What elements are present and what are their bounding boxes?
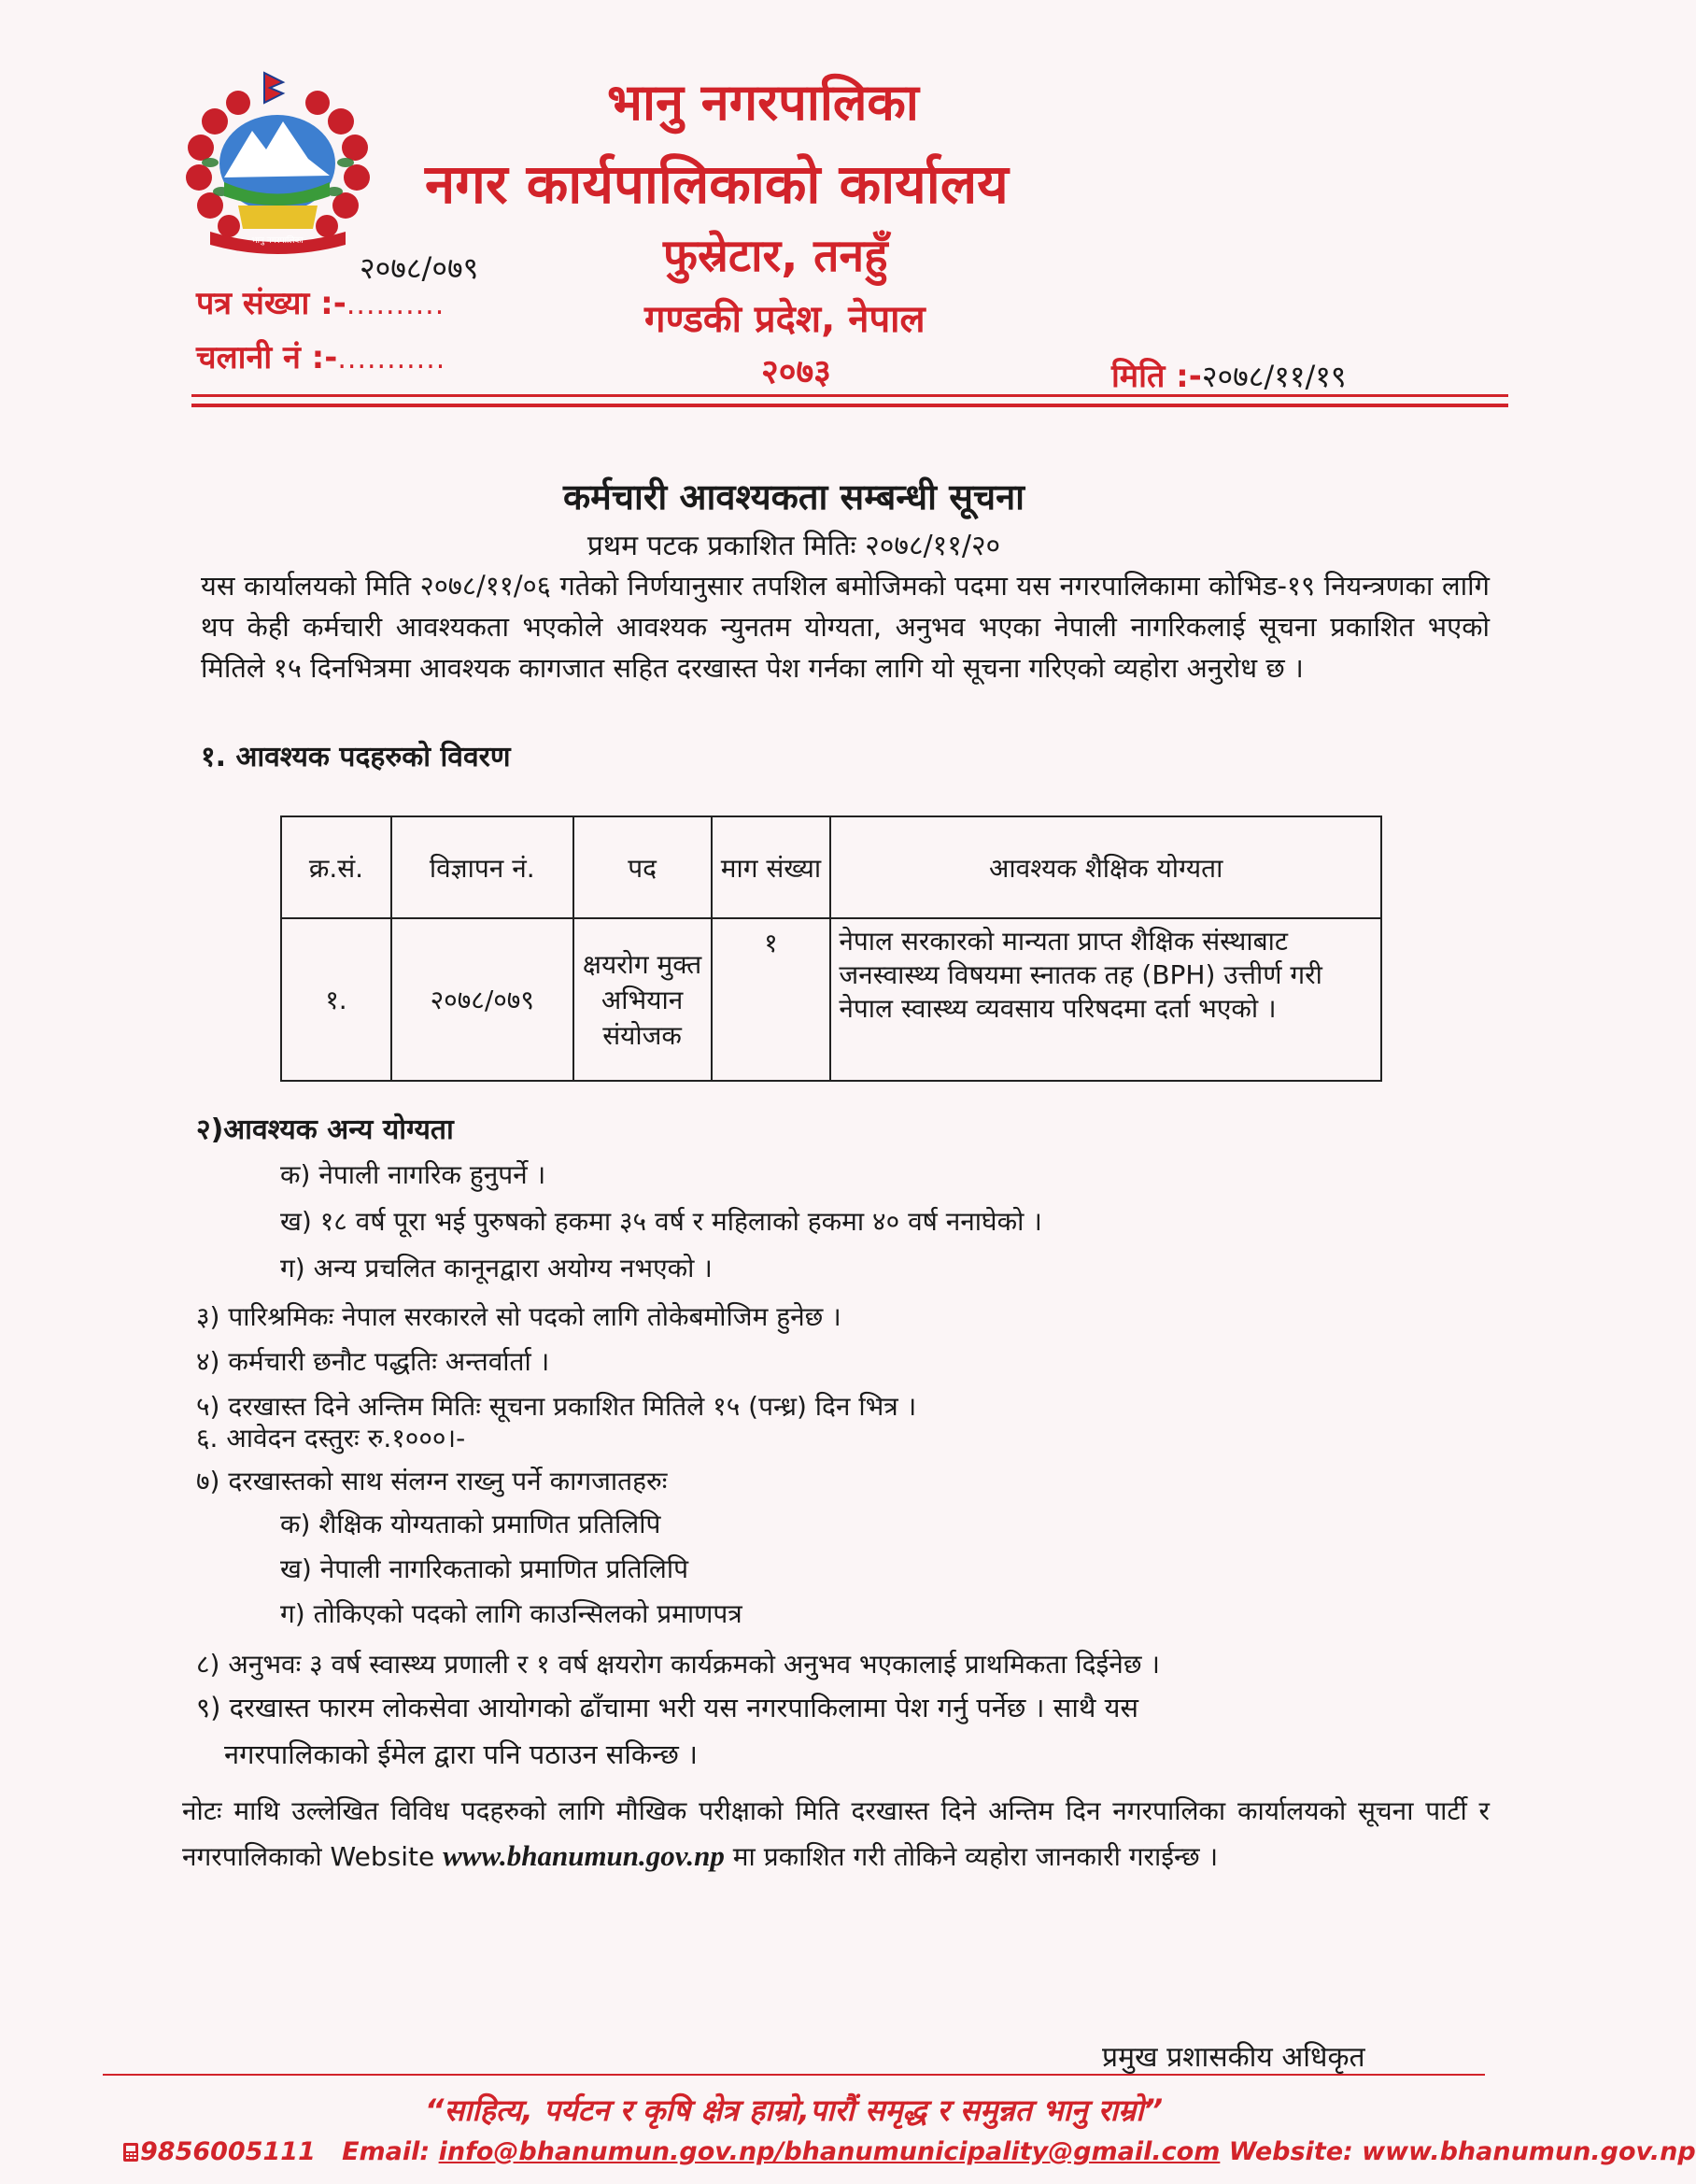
note-text-after: मा प्रकाशित गरी तोकिने व्यहोरा जानकारी गराईन्छ । xyxy=(724,1841,1219,1872)
col-post: पद xyxy=(573,816,712,918)
cell-demand: १ xyxy=(712,918,831,1081)
publication-date: प्रथम पटक प्रकाशित मितिः २०७८/११/२० xyxy=(587,530,1001,562)
signature-title: प्रमुख प्रशासकीय अधिकृत xyxy=(1102,2041,1365,2074)
list-item: ८) अनुभवः ३ वर्ष स्वास्थ्य प्रणाली र १ वर्ष क्षयरोग कार्यक्रमको अनुभव भएकालाई प्राथमिकता दिईनेछ । xyxy=(196,1649,1160,1680)
header-divider-bottom xyxy=(191,404,1508,407)
org-name-line1: भानु नगरपालिका xyxy=(607,73,919,132)
dispatch-number-field xyxy=(196,334,445,377)
list-item: ७) दरखास्तको साथ संलग्न राख्नु पर्ने कागजातहरुः xyxy=(196,1466,668,1496)
org-address-line: फुस्रेटार, तनहुँ xyxy=(663,230,888,282)
table-header-row xyxy=(281,816,1381,918)
date-value: २०७८/११/१९ xyxy=(1202,359,1347,397)
notice-body: यस कार्यालयको मिति २०७८/११/०६ गतेको निर्णयानुसार तपशिल बमोजिमको पदमा यस नगरपालिकामा कोभिड-१९ नियन्त्रणका लागि थप केही कर्मचारी आवश्यकता भएकोले आवश्यक न्युनतम योग्यता, अनुभव भएका नेपाली नागरिकलाई सूचना प्रकाशित भएको मितिले १५ दिनभित्रमा आवश्यक कागजात सहित दरखास्त पेश गर्नका लागि यो सूचना गरिएको व्यहोरा अनुरोध छ । xyxy=(201,570,1490,684)
list-item: क) नेपाली नागरिक हुनुपर्ने । xyxy=(280,1159,546,1190)
section2-heading: २)आवश्यक अन्य योग्यता xyxy=(196,1113,454,1146)
list-item: ग) तोकिएको पदको लागि काउन्सिलको प्रमाणपत्र xyxy=(280,1598,742,1629)
col-ad-number: विज्ञापन नं. xyxy=(391,816,573,918)
cell-ad-number: २०७८/०७९ xyxy=(391,918,573,1081)
list-item: ६. आवेदन दस्तुरः रु.१०००।- xyxy=(196,1423,466,1454)
table-row xyxy=(281,918,1381,1081)
list-item: नगरपालिकाको ईमेल द्वारा पनि पठाउन सकिन्छ । xyxy=(224,1738,699,1770)
dispatch-number-label: चलानी नं :- xyxy=(196,339,338,376)
letter-number-field xyxy=(196,280,445,323)
date-field xyxy=(1111,353,1347,396)
footer-email-label: Email: xyxy=(342,2137,431,2166)
org-established-year: २०७३ xyxy=(761,353,831,391)
list-item: ३) पारिश्रमिकः नेपाल सरकारले सो पदको लागि तोकेबमोजिम हुनेछ । xyxy=(196,1301,841,1332)
list-item: ५) दरखास्त दिने अन्तिम मितिः सूचना प्रकाशित मितिले १५ (पन्ध्र) दिन भित्र । xyxy=(196,1391,917,1422)
footer-contact xyxy=(121,2137,1696,2166)
list-item: ९) दरखास्त फारम लोकसेवा आयोगको ढाँचामा भरी यस नगरपाकिलामा पेश गर्नु पर्नेछ । साथै यस xyxy=(196,1692,1139,1723)
phone-icon xyxy=(121,2142,140,2163)
list-item: क) शैक्षिक योग्यताको प्रमाणित प्रतिलिपि xyxy=(280,1509,661,1539)
cell-post: क्षयरोग मुक्त अभियान संयोजक xyxy=(573,918,712,1081)
col-demand: माग संख्या xyxy=(712,816,831,918)
list-item: ख) १८ वर्ष पूरा भई पुरुषको हकमा ३५ वर्ष र महिलाको हकमा ४० वर्ष ननाघेको । xyxy=(280,1206,1042,1237)
header-divider-top xyxy=(191,394,1508,397)
org-province-line: गण्डकी प्रदेश, नेपाल xyxy=(644,298,926,341)
emblem-caption: भानु नगरपालिका xyxy=(251,236,304,246)
footer-motto: “साहित्य, पर्यटन र कृषि क्षेत्र हाम्रो,पारौं समृद्ध र समुन्नत भानु राम्रो” xyxy=(424,2092,1164,2128)
footer-phone: 9856005111 xyxy=(140,2137,316,2166)
list-item: ख) नेपाली नागरिकताको प्रमाणित प्रतिलिपि xyxy=(280,1553,689,1584)
cell-serial: १. xyxy=(281,918,391,1081)
section1-heading: १. आवश्यक पदहरुको विवरण xyxy=(201,741,511,773)
posts-table xyxy=(280,815,1382,1082)
dispatch-number-dots: ........... xyxy=(337,343,446,376)
note-text-before: नोटः माथि उल्लेखित विविध पदहरुको लागि मौखिक परीक्षाको मिति दरखास्त दिने अन्तिम दिन नगरपालिका कार्यालयको सूचना पार्टी र नगरपालिकाको Website xyxy=(182,1795,1490,1872)
note-website-link[interactable]: www.bhanumun.gov.np xyxy=(443,1839,725,1872)
nepal-emblem-icon xyxy=(173,65,383,257)
col-serial: क्र.सं. xyxy=(281,816,391,918)
letter-number-label: पत्र संख्या :- xyxy=(196,285,346,322)
footer-website-link[interactable]: www.bhanumun.gov.np xyxy=(1362,2137,1696,2166)
footer-website-label: Website: xyxy=(1228,2137,1353,2166)
org-name-line2: नगर कार्यपालिकाको कार्यालय xyxy=(425,152,1009,216)
letter-number-dots: .......... xyxy=(346,289,445,321)
cell-qualification: नेपाल सरकारको मान्यता प्राप्त शैक्षिक संस्थाबाट जनस्वास्थ्य विषयमा स्नातक तह (BPH) उत्तीर्ण गरी नेपाल स्वास्थ्य व्यवसाय परिषदमा दर्ता भएको । xyxy=(830,918,1381,1081)
notice-title: कर्मचारी आवश्यकता सम्बन्धी सूचना xyxy=(562,476,1025,518)
date-label: मिति :- xyxy=(1111,358,1202,395)
note-paragraph xyxy=(182,1789,1490,1879)
footer-email-link[interactable]: info@bhanumun.gov.np/bhanumunicipality@gmail.com xyxy=(438,2137,1221,2166)
fiscal-year-handwritten: २०७८/०७९ xyxy=(360,250,479,286)
list-item: ४) कर्मचारी छनौट पद्धतिः अन्तर्वार्ता । xyxy=(196,1346,550,1377)
footer-divider xyxy=(103,2074,1485,2076)
list-item: ग) अन्य प्रचलित कानूनद्वारा अयोग्य नभएको । xyxy=(280,1253,713,1283)
col-qualification: आवश्यक शैक्षिक योग्यता xyxy=(830,816,1381,918)
